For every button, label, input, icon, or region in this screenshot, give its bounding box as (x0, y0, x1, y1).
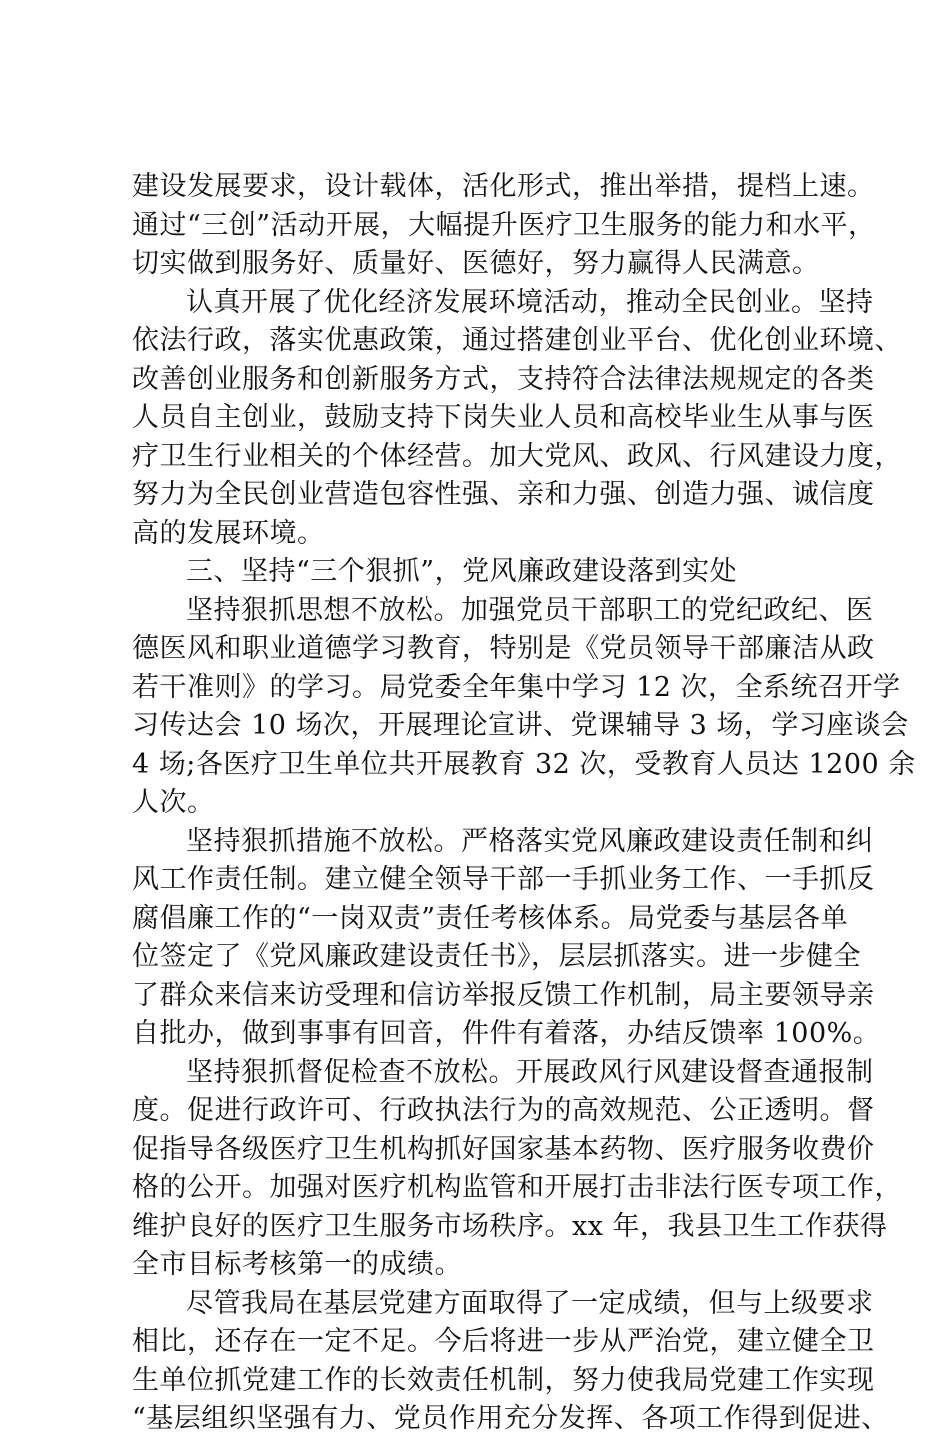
text-line: 促指导各级医疗卫生机构抓好国家基本药物、医疗服务收费价 (132, 1133, 875, 1165)
text-line: 人次。 (132, 787, 215, 818)
text-line: 切实做到服务好、质量好、医德好，努力赢得人民满意。 (132, 248, 820, 279)
text-line: 格的公开。加强对医疗机构监管和开展打击非法行医专项工作， (132, 1172, 902, 1203)
section-heading: 三、坚持“三个狠抓”，党风廉政建设落到实处 (186, 556, 738, 587)
paragraph-first-line: 坚持狠抓督促检查不放松。开展政风行风建设督查通报制 (186, 1056, 874, 1088)
paragraph-first-line: 尽管我局在基层党建方面取得了一定成绩，但与上级要求 (186, 1287, 874, 1319)
text-line: 风工作责任制。建立健全领导干部一手抓业务工作、一手抓反 (132, 864, 875, 895)
text-line: 若干准则》的学习。局党委全年集中学习 12 次，全系统召开学 (132, 671, 901, 703)
text-line: 习传达会 10 场次，开展理论宣讲、党课辅导 3 场，学习座谈会 (132, 710, 909, 741)
text-line: 腐倡廉工作的“一岗双责”责任考核体系。局党委与基层各单 (132, 902, 849, 934)
text-line: 维护良好的医疗卫生服务市场秩序。xx 年，我县卫生工作获得 (132, 1210, 888, 1242)
paragraph-first-line: 认真开展了优化经济发展环境活动，推动全民创业。坚持 (186, 286, 874, 318)
text-line: 改善创业服务和创新服务方式，支持符合法律法规规定的各类 (132, 363, 875, 395)
document-body (132, 168, 916, 1439)
text-line: 依法行政，落实优惠政策，通过搭建创业平台、优化创业环境、 (132, 325, 902, 356)
text-line: 位签定了《党风廉政建设责任书》，层层抓落实。进一步健全 (132, 941, 861, 972)
text-line: 通过“三创”活动开展，大幅提升医疗卫生服务的能力和水平， (132, 209, 876, 241)
text-line: 德医风和职业道德学习教育，特别是《党员领导干部廉洁从政 (132, 633, 875, 664)
paragraph-first-line: 坚持狠抓措施不放松。严格落实党风廉政建设责任制和纠 (186, 825, 874, 857)
text-line: 相比，还存在一定不足。今后将进一步从严治党，建立健全卫 (132, 1326, 875, 1357)
text-line: 努力为全民创业营造包容性强、亲和力强、创造力强、诚信度 (132, 479, 875, 510)
text-line: 4 场;各医疗卫生单位共开展教育 32 次，受教育人员达 1200 余 (132, 748, 916, 780)
text-line: 生单位抓党建工作的长效责任机制，努力使我局党建工作实现 (132, 1364, 875, 1396)
text-line: 度。促进行政许可、行政执法行为的高效规范、公正透明。督 (132, 1095, 875, 1126)
text-line: 自批办，做到事事有回音，件件有着落，办结反馈率 100%。 (132, 1018, 881, 1049)
text-line: “基层组织坚强有力、党员作用充分发挥、各项工作得到促进、 (132, 1403, 889, 1434)
paragraph-first-line: 坚持狠抓思想不放松。加强党员干部职工的党纪政纪、医 (186, 594, 874, 626)
text-line: 建设发展要求，设计载体，活化形式，推出举措，提档上速。 (132, 171, 875, 202)
text-line: 了群众来信来访受理和信访举报反馈工作机制，局主要领导亲 (132, 979, 875, 1011)
text-line: 人员自主创业，鼓励支持下岗失业人员和高校毕业生从事与医 (132, 402, 875, 433)
text-line: 高的发展环境。 (132, 517, 325, 549)
text-line: 全市目标考核第一的成绩。 (132, 1249, 462, 1280)
text-line: 疗卫生行业相关的个体经营。加大党风、政风、行风建设力度， (132, 440, 902, 472)
